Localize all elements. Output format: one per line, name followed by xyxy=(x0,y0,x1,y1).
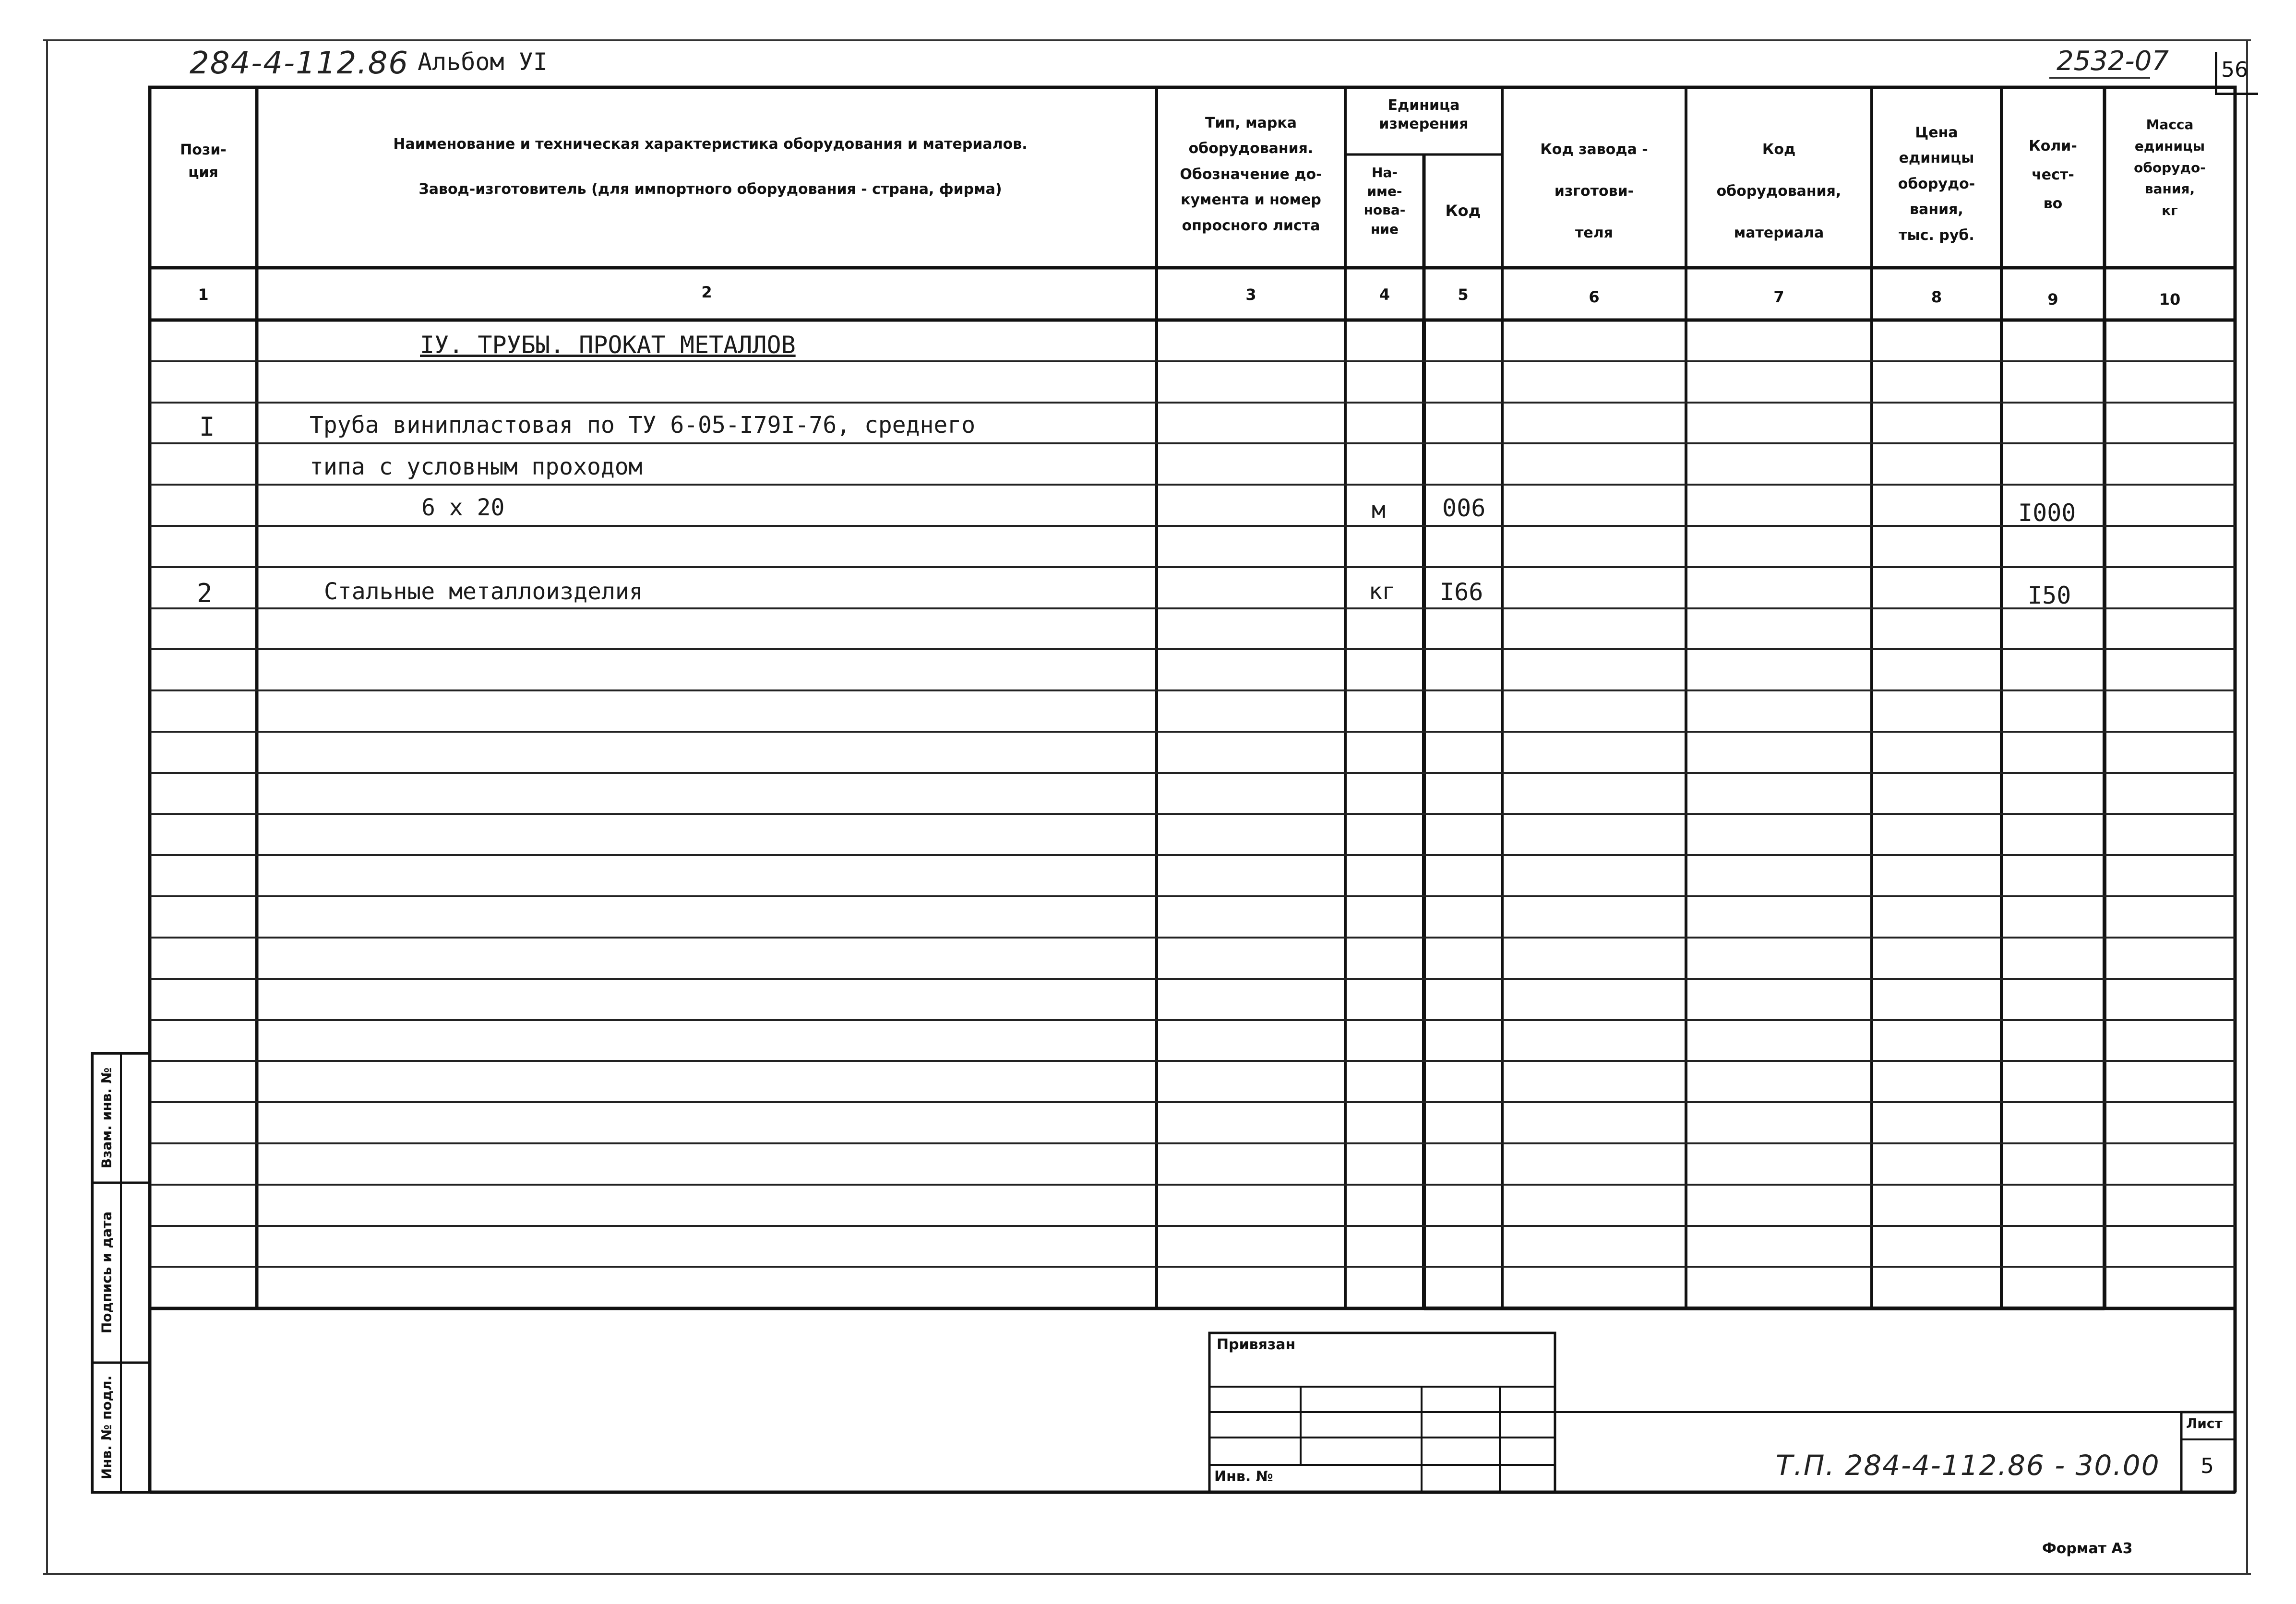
side-stamp-signature-date: Подпись и дата xyxy=(98,1211,115,1334)
row-name-1b: типа с условным проходом xyxy=(310,453,643,480)
row-qty-2: I50 xyxy=(2028,582,2071,609)
designation: Т.П. 284-4-112.86 - 30.00 xyxy=(1776,1449,2160,1482)
sheet-label: Лист xyxy=(2186,1415,2223,1431)
row-qty-1: I000 xyxy=(2018,499,2076,527)
privyazan-label: Привязан xyxy=(1217,1336,1296,1353)
album-label: Альбом УI xyxy=(418,48,548,76)
col2-header-line2: Завод-изготовитель (для импортного оборудования - страна, фирма) xyxy=(419,181,1002,198)
row-unit-1: м xyxy=(1372,497,1386,523)
col4-header: На- име- нова- ние xyxy=(1363,165,1406,237)
col-num-10: 10 xyxy=(2159,290,2181,309)
row-name-1: Труба винипластовая по ТУ 6-05-I79I-76, среднего xyxy=(310,412,976,439)
col10-header: Масса единицы оборудо- вания, кг xyxy=(2134,117,2206,219)
inventory-stamp: 2532-07 xyxy=(2057,46,2169,77)
col-num-4: 4 xyxy=(1379,285,1390,304)
row-code-1: 006 xyxy=(1442,494,1486,522)
page-number: 56 xyxy=(2221,58,2248,82)
col5-header: Код xyxy=(1445,202,1481,220)
col1-header: Пози- ция xyxy=(180,142,227,181)
inv-no-label: Инв. № xyxy=(1214,1468,1273,1485)
col-num-6: 6 xyxy=(1589,288,1600,306)
row-name-1c: 6 х 20 xyxy=(421,494,505,521)
row-pos-2: 2 xyxy=(197,578,213,608)
unit-group-header: Единица измерения xyxy=(1379,97,1469,132)
side-stamp-inv-podl: Инв. № подл. xyxy=(98,1375,115,1480)
row-name-2: Стальные металлоизделия xyxy=(324,578,643,605)
side-stamp-vzam-inv: Взам. инв. № xyxy=(98,1067,115,1169)
row-unit-2: кг xyxy=(1369,578,1396,604)
section-title: IУ. ТРУБЫ. ПРОКАТ МЕТАЛЛОВ xyxy=(420,331,796,359)
col7-header: Код оборудования, материала xyxy=(1716,141,1842,241)
row-pos-1: I xyxy=(199,412,215,442)
col9-header: Коли- чест- во xyxy=(2029,138,2077,212)
col-num-2: 2 xyxy=(701,283,712,301)
col-num-8: 8 xyxy=(1931,288,1942,306)
row-code-2: I66 xyxy=(1440,578,1483,606)
col8-header: Цена единицы оборудо- вания, тыс. руб. xyxy=(1898,124,1975,244)
col-num-3: 3 xyxy=(1245,285,1256,304)
col-num-1: 1 xyxy=(198,285,209,304)
sheet-number: 5 xyxy=(2200,1454,2214,1478)
col-num-9: 9 xyxy=(2047,290,2058,309)
col3-header: Тип, марка оборудования. Обозначение до- кумента и номер опросного листа xyxy=(1180,115,1322,234)
col2-header-line1: Наименование и техническая характеристика оборудования и материалов. xyxy=(393,136,1028,153)
col6-header: Код завода - изготови- теля xyxy=(1540,141,1648,241)
col-num-5: 5 xyxy=(1458,285,1469,304)
document-code: 284-4-112.86 xyxy=(190,46,409,81)
format-label: Формат А3 xyxy=(2042,1540,2133,1557)
col-num-7: 7 xyxy=(1773,288,1784,306)
